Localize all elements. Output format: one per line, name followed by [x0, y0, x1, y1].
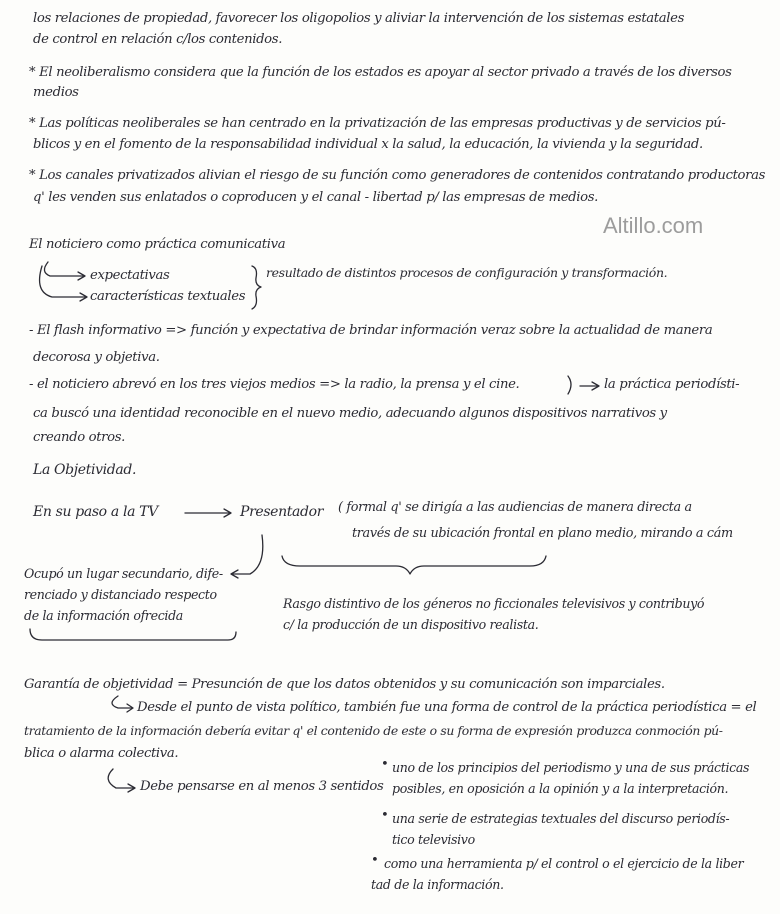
text-line: - El flash informativo => función y expectativa de brindar información veraz sobre la actualidad de manera: [29, 323, 713, 338]
text-line: * Las políticas neoliberales se han centrado en la privatización de las empresas productivas y de servicios pú-: [29, 116, 726, 131]
hook-arrow-expectativas: [44, 262, 84, 276]
text-line: tico televisivo: [392, 832, 475, 847]
text-line: como una herramienta p/ el control o el ejercicio de la liber: [384, 856, 744, 871]
text-line: tad de la información.: [371, 877, 504, 892]
hook-arrow-desde: [112, 696, 132, 708]
text-line: q' les venden sus enlatados o coproducen y el canal - libertad p/ las empresas de medios.: [33, 190, 598, 205]
hook-arrow-caracteristicas: [40, 266, 86, 297]
text-line: Rasgo distintivo de los géneros no ficcionales televisivos y contribuyó: [283, 596, 705, 611]
text-line: * El neoliberalismo considera que la función de los estados es apoyar al sector privado a través de los diversos: [29, 65, 732, 80]
text-line: la práctica periodísti-: [604, 377, 740, 392]
text-line: través de su ubicación frontal en plano medio, mirando a cám: [352, 526, 733, 541]
text-line: expectativas: [90, 268, 170, 283]
text-line: posibles, en oposición a la opinión y a la interpretación.: [392, 781, 729, 796]
text-line: resultado de distintos procesos de configuración y transformación.: [266, 265, 668, 280]
text-line: c/ la producción de un dispositivo realista.: [283, 617, 539, 632]
text-line: - el noticiero abrevó en los tres viejos medios => la radio, la prensa y el cine.: [29, 377, 520, 392]
bullet-dot: •: [381, 808, 389, 823]
text-line: En su paso a la TV: [33, 504, 158, 520]
text-line: Desde el punto de vista político, también fue una forma de control de la práctica periodística = el: [137, 700, 757, 715]
text-line: uno de los principios del periodismo y una de sus prácticas: [392, 760, 750, 775]
text-line: blica o alarma colectiva.: [24, 746, 179, 761]
closing-paren-mark: [568, 376, 571, 394]
text-line: tratamiento de la información debería evitar q' el contenido de este o su forma de expresión produzca conmoción pú-: [24, 723, 723, 738]
section-heading: La Objetividad.: [33, 462, 137, 478]
bracket-under-secundario: [30, 629, 236, 640]
text-line: renciado y distanciado respecto: [24, 587, 217, 602]
text-line: características textuales: [90, 289, 246, 304]
bullet-dot: •: [371, 853, 379, 868]
arrow-presentador-secundario: [232, 535, 263, 574]
text-line: ( formal q' se dirigía a las audiencias de manera directa a: [338, 500, 692, 515]
text-line: de la información ofrecida: [24, 608, 183, 623]
text-line: de control en relación c/los contenidos.: [33, 32, 283, 47]
brace-under-presentador: [282, 556, 546, 574]
text-line: creando otros.: [33, 430, 125, 445]
text-line: * Los canales privatizados alivian el riesgo de su función como generadores de contenidos contratando productoras: [29, 168, 766, 183]
text-line: Presentador: [240, 504, 324, 520]
bullet-dot: •: [381, 757, 389, 772]
text-line: blicos y en el fomento de la responsabilidad individual x la salud, la educación, la vivienda y la seguridad.: [33, 137, 703, 152]
text-line: Garantía de objetividad = Presunción de que los datos obtenidos y su comunicación son imparciales.: [24, 677, 665, 692]
right-brace: [252, 266, 261, 309]
text-line: Ocupó un lugar secundario, dife-: [24, 566, 223, 581]
text-line: los relaciones de propiedad, favorecer los oligopolios y aliviar la intervención de los sistemas estatales: [33, 11, 684, 26]
text-line: decorosa y objetiva.: [33, 350, 160, 365]
section-heading: El noticiero como práctica comunicativa: [29, 237, 286, 252]
text-line: Debe pensarse en al menos 3 sentidos: [140, 779, 384, 794]
text-line: medios: [33, 85, 79, 100]
text-line: una serie de estrategias textuales del discurso periodís-: [392, 811, 730, 826]
text-line: ca buscó una identidad reconocible en el nuevo medio, adecuando algunos dispositivos narrativos y: [33, 406, 667, 421]
watermark-text: Altillo.com: [603, 213, 704, 238]
